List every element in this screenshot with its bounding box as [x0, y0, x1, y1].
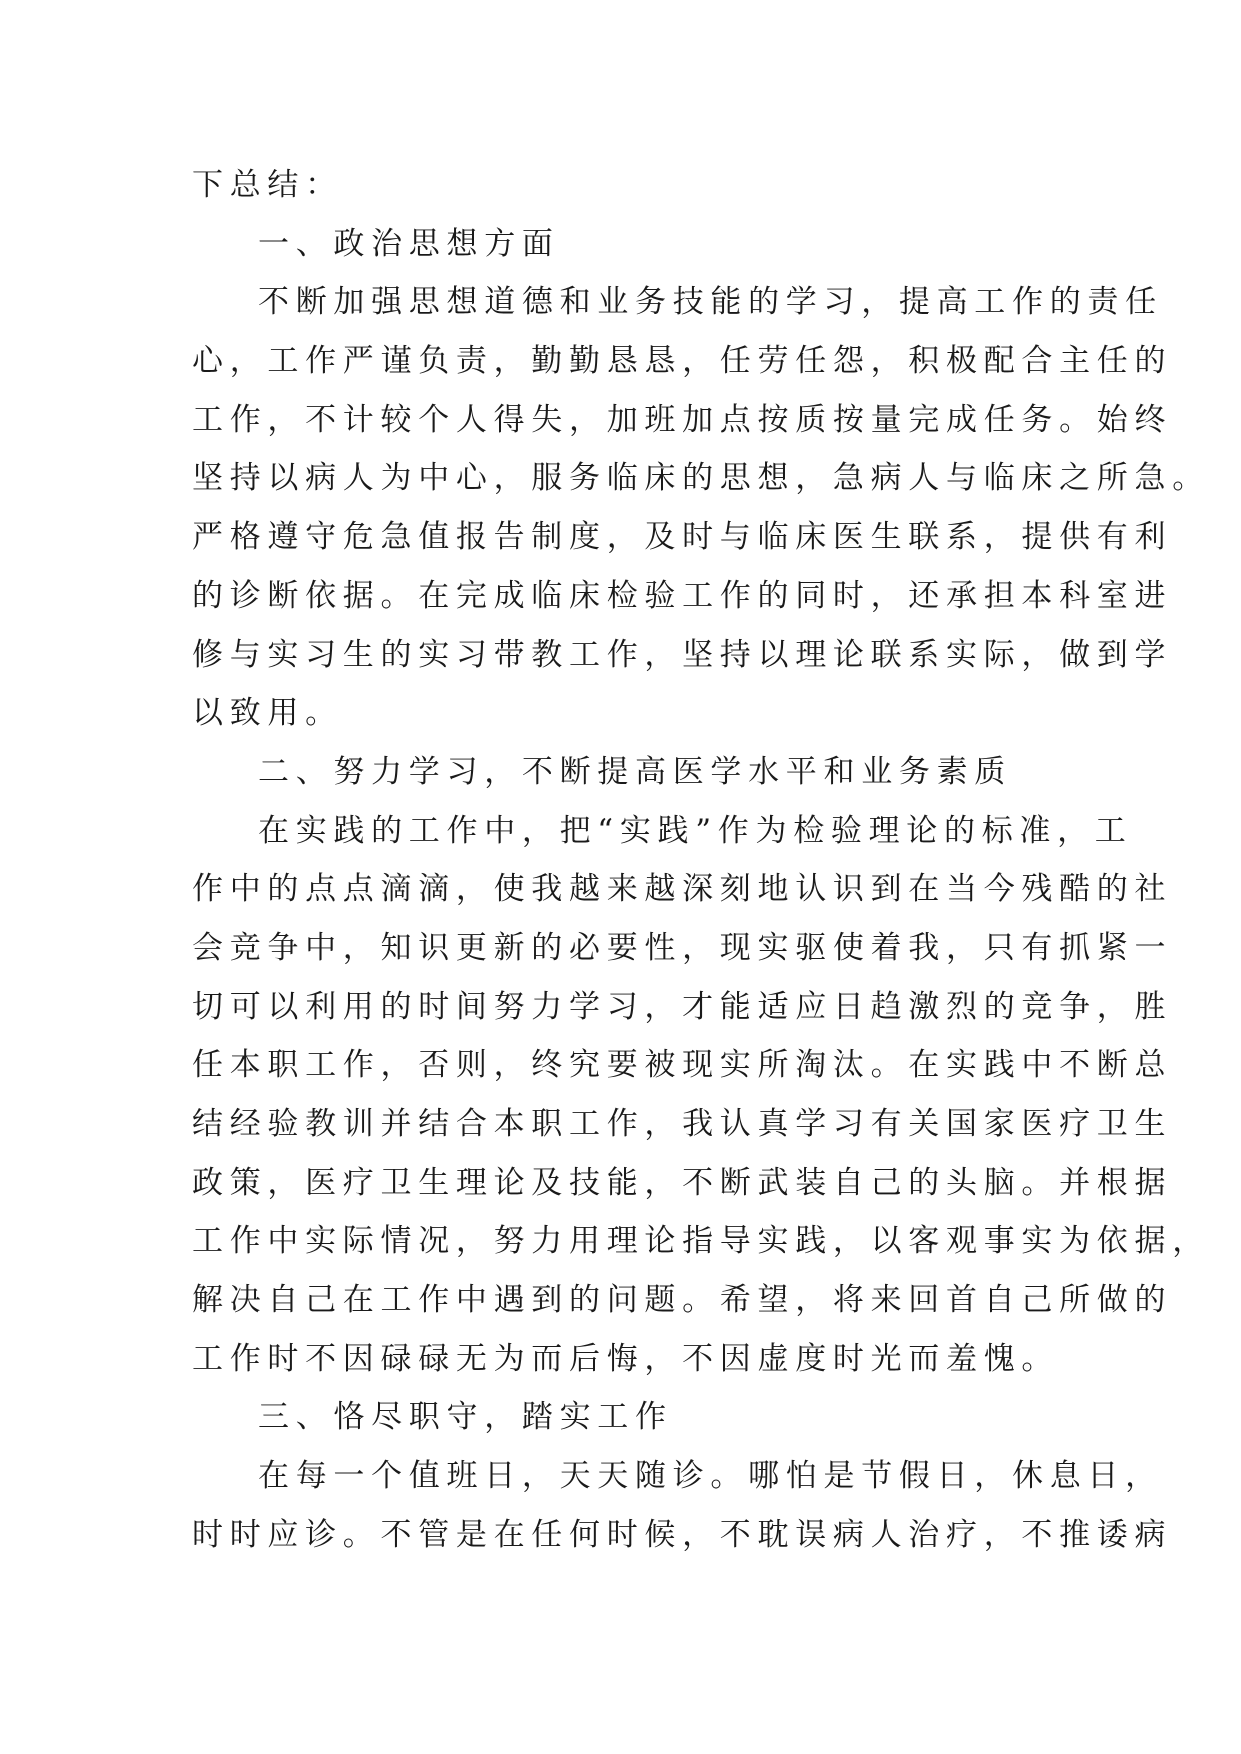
text-line: 工作时不因碌碌无为而后悔，不因虚度时光而羞愧。 [192, 1341, 1060, 1377]
text-line: 切可以利用的时间努力学习，才能适应日趋激烈的竞争，胜 [192, 989, 1173, 1025]
text-line: 修与实习生的实习带教工作，坚持以理论联系实际，做到学 [192, 637, 1173, 673]
text-line: 的诊断依据。在完成临床检验工作的同时，还承担本科室进 [192, 578, 1173, 614]
section-heading: 一、政治思想方面 [258, 226, 560, 262]
text-line: 任本职工作，否则，终究要被现实所淘汰。在实践中不断总 [192, 1047, 1173, 1083]
section-heading: 二、努力学习，不断提高医学水平和业务素质 [258, 754, 1012, 790]
text-line: 结经验教训并结合本职工作，我认真学习有关国家医疗卫生 [192, 1106, 1173, 1142]
text-line: 心，工作严谨负责，勤勤恳恳，任劳任怨，积极配合主任的 [192, 343, 1173, 379]
text-line: 解决自己在工作中遇到的问题。希望，将来回首自己所做的 [192, 1282, 1173, 1318]
text-line: 政策，医疗卫生理论及技能，不断武装自己的头脑。并根据 [192, 1165, 1173, 1201]
text-line: 在每一个值班日，天天随诊。哪怕是节假日，休息日， [258, 1458, 1163, 1494]
text-line: 严格遵守危急值报告制度，及时与临床医生联系，提供有利 [192, 519, 1173, 555]
text-line: 工作中实际情况，努力用理论指导实践，以客观事实为依据， [192, 1223, 1210, 1259]
text-line: 坚持以病人为中心，服务临床的思想，急病人与临床之所急。 [192, 460, 1210, 496]
text-line: 作中的点点滴滴，使我越来越深刻地认识到在当今残酷的社 [192, 871, 1173, 907]
text-line: 在实践的工作中，把“实践”作为检验理论的标准，工 [258, 813, 1133, 849]
text-line: 时时应诊。不管是在任何时候，不耽误病人治疗，不推诿病 [192, 1517, 1173, 1553]
text-line: 下总结： [192, 167, 343, 203]
section-heading: 三、恪尽职守，踏实工作 [258, 1399, 673, 1435]
text-line: 以致用。 [192, 695, 343, 731]
text-line: 会竞争中，知识更新的必要性，现实驱使着我，只有抓紧一 [192, 930, 1173, 966]
text-line: 不断加强思想道德和业务技能的学习，提高工作的责任 [258, 284, 1163, 320]
text-line: 工作，不计较个人得失，加班加点按质按量完成任务。始终 [192, 402, 1173, 438]
